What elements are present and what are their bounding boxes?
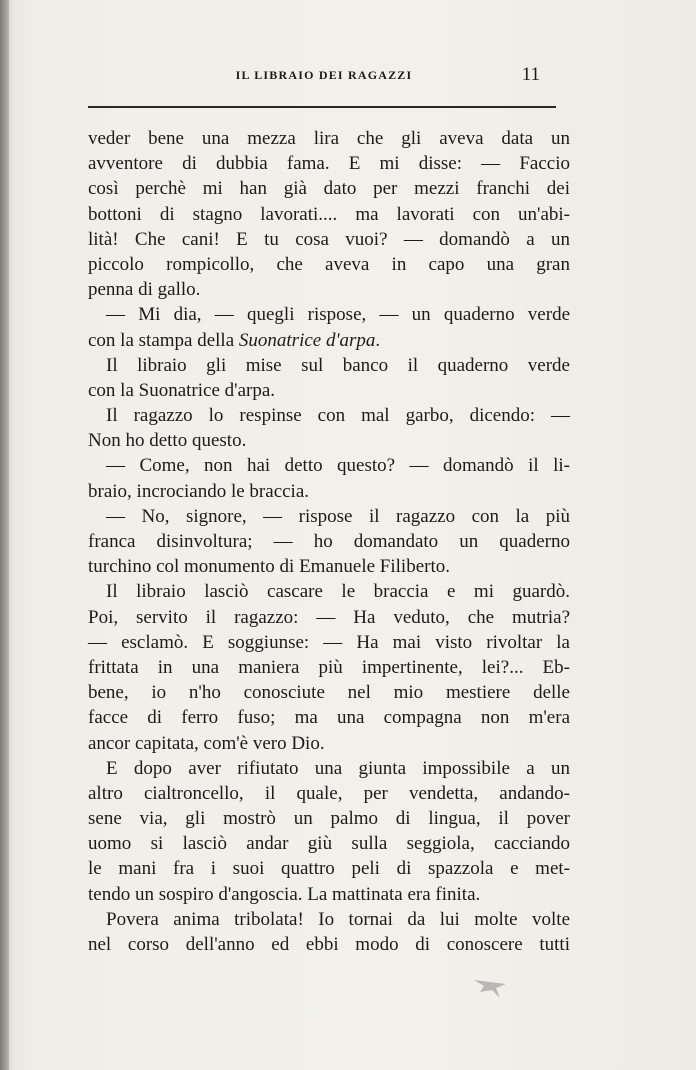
text-line: penna di gallo. [88, 279, 201, 301]
text-line-segment: con la stampa della [88, 329, 239, 351]
text-line: bottoni di stagno lavorati.... ma lavorati con un'abi- [88, 203, 570, 225]
text-line: avventore di dubbia fama. E mi disse: — Faccio [88, 153, 570, 175]
text-line [88, 328, 570, 353]
text-line: frittata in una maniera più impertinente, lei?... Eb- [88, 656, 570, 678]
text-line: — Mi dia, — quegli rispose, — un quaderno verde [106, 304, 570, 326]
text-line: Poi, servito il ragazzo: — Ha veduto, che mutria? [88, 606, 570, 628]
text-line: sene via, gli mostrò un palmo di lingua, il pover [88, 808, 570, 830]
text-line-segment: . [375, 329, 381, 351]
text-line: lità! Che cani! E tu cosa vuoi? — domandò a un [88, 228, 570, 250]
book-spine-shadow [0, 0, 9, 1070]
text-line: facce di ferro fuso; ma una compagna non m'era [88, 707, 570, 729]
ink-smudge [470, 972, 510, 1002]
text-line: Il ragazzo lo respinse con mal garbo, dicendo: — [106, 405, 570, 427]
text-line: Il libraio gli mise sul banco il quaderno verde [106, 354, 570, 376]
text-line: uomo si lasciò andar giù sulla seggiola, cacciando [88, 833, 570, 855]
text-line: tendo un sospiro d'angoscia. La mattinata era finita. [88, 883, 481, 905]
text-line: franca disinvoltura; — ho domandato un quaderno [88, 531, 570, 552]
text-line: — esclamò. E soggiunse: — Ha mai visto rivoltar la [88, 631, 570, 653]
text-line: — Come, non hai detto questo? — domandò il li- [106, 455, 570, 477]
text-line: nel corso dell'anno ed ebbi modo di conoscere tutti [88, 934, 570, 955]
text-line: altro cialtroncello, il quale, per vendetta, andando- [88, 782, 570, 804]
page-number: 11 [521, 64, 540, 85]
running-title: IL LIBRAIO DEI RAGAZZI [235, 68, 413, 82]
italic-title: Suonatrice d'arpa [238, 329, 376, 351]
header-rule [88, 106, 556, 108]
text-line: Povera anima tribolata! Io tornai da lui molte volte [106, 908, 570, 930]
text-line: bene, io n'ho conosciute nel mio mestiere delle [88, 682, 570, 704]
text-line: braio, incrociando le braccia. [88, 480, 310, 502]
text-line: le mani fra i suoi quattro peli di spazzola e met- [88, 858, 570, 880]
text-line: E dopo aver rifiutato una giunta impossibile a un [106, 757, 570, 779]
text-line: veder bene una mezza lira che gli aveva data un [88, 128, 570, 149]
page-header [88, 64, 560, 90]
text-line: con la Suonatrice d'arpa. [88, 379, 276, 401]
text-line: ancor capitata, com'è vero Dio. [88, 732, 325, 754]
text-line: turchino col monumento di Emanuele Filiberto. [88, 556, 450, 578]
text-line: Non ho detto questo. [88, 430, 247, 452]
text-line: Il libraio lasciò cascare le braccia e mi guardò. [106, 581, 570, 603]
body-text [88, 126, 570, 957]
text-line: — No, signore, — rispose il ragazzo con la più [106, 505, 570, 527]
text-line: piccolo rompicollo, che aveva in capo una gran [88, 253, 570, 275]
text-line: così perchè mi han già dato per mezzi franchi dei [88, 178, 570, 200]
